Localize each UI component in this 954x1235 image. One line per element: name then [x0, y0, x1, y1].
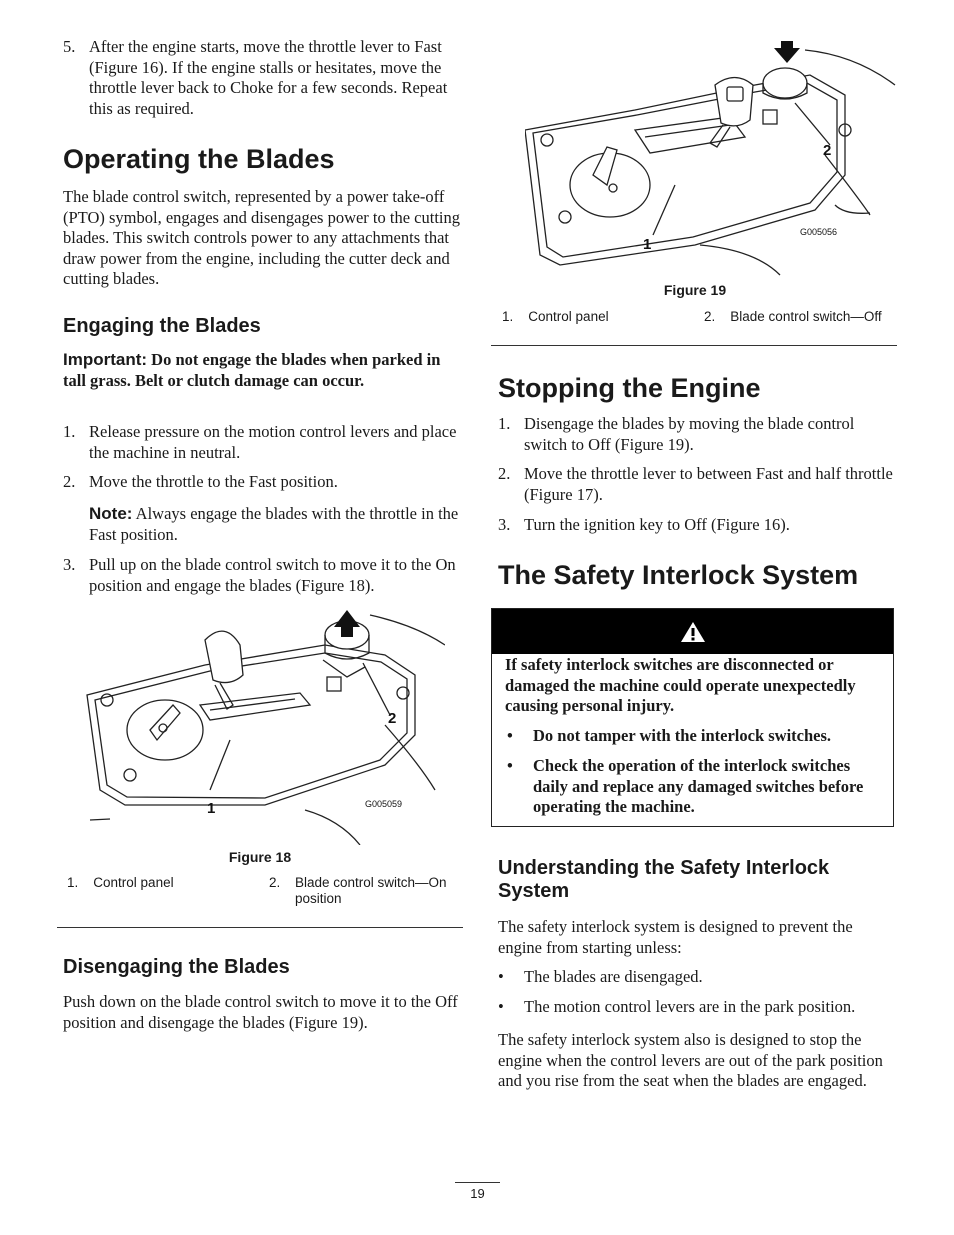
figure-19-caption: Figure 19: [663, 282, 727, 298]
engage-step-2-number: 2.: [63, 472, 76, 491]
warning-header: [492, 609, 893, 654]
page-number-rule: [455, 1182, 500, 1183]
engage-step-2: [63, 472, 463, 493]
figure-19-legend-2-number: 2.: [704, 309, 716, 324]
operating-paragraph: The blade control switch, represented by a power take-off (PTO) symbol, engages and disengages power to the cutting blades. This switch controls power to any attachments that draw power from the engine, including the cutter deck and cutting blades.: [63, 187, 460, 288]
bullet-dot: •: [507, 726, 513, 745]
engage-step-3-number: 3.: [63, 555, 76, 574]
stop-step-2: [498, 464, 896, 505]
stop-step-2-number: 2.: [498, 464, 511, 483]
figure-18-caption: Figure 18: [228, 849, 292, 865]
safety-title: The Safety Interlock System: [498, 560, 859, 590]
figure-18-illustration: [85, 605, 445, 845]
engage-step-2-text: Move the throttle to the Fast position.: [89, 472, 338, 491]
understanding-bullet-1: [498, 967, 896, 988]
figure-19-legend-1-number: 1.: [502, 309, 514, 324]
stop-step-3: [498, 515, 896, 536]
bullet-dot: •: [498, 967, 504, 986]
engage-step-3-text: Pull up on the blade control switch to move it to the On position and engage the blades (Figure 18).: [89, 555, 456, 595]
important-text: Do not engage the blades when parked in tall grass. Belt or clutch damage can occur.: [63, 350, 441, 390]
warning-bullet-2-text: Check the operation of the interlock switches daily and replace any damaged switches before operating the machine.: [533, 756, 864, 816]
important-notice: [63, 350, 448, 391]
note-text: Always engage the blades with the throttle in the Fast position.: [89, 504, 459, 544]
bullet-dot: •: [507, 756, 513, 775]
engage-step-3: [63, 555, 463, 596]
figure-19-code: G005056: [800, 227, 838, 237]
engage-step-1-text: Release pressure on the motion control levers and place the machine in neutral.: [89, 422, 457, 462]
bullet-dot: •: [498, 997, 504, 1016]
engaging-title: Engaging the Blades: [63, 315, 261, 337]
figure-19-illustration: [525, 35, 905, 280]
understanding-bullet-2-text: The motion control levers are in the park position.: [524, 997, 856, 1016]
figure-18-legend-1-text: Control panel: [93, 875, 174, 890]
figure-19-legend-1: [502, 309, 692, 325]
step-5-text: After the engine starts, move the throttle lever to Fast (Figure 16). If the engine stalls or hesitates, move the throttle lever back to Choke for a few seconds. Repeat this as required.: [89, 37, 448, 118]
stop-step-2-text: Move the throttle lever to between Fast and half throttle (Figure 17).: [524, 464, 893, 504]
warning-text: If safety interlock switches are disconnected or damaged the machine could operate unexpectedly causing personal injury.: [505, 655, 856, 715]
figure-18-legend-1: [67, 875, 257, 891]
important-label: Important:: [63, 350, 148, 369]
disengaging-title: Disengaging the Blades: [63, 956, 290, 978]
understanding-paragraph-2: The safety interlock system also is designed to stop the engine when the control levers are out of the park position and you rise from the seat when the blades are engaged.: [498, 1030, 883, 1090]
stop-step-1-text: Disengage the blades by moving the blade control switch to Off (Figure 19).: [524, 414, 855, 454]
warning-triangle-icon: [680, 621, 706, 643]
step-5-number: 5.: [63, 37, 76, 56]
warning-bullet-1: [507, 726, 882, 747]
figure-18-legend-2-number: 2.: [269, 875, 281, 890]
stop-step-3-text: Turn the ignition key to Off (Figure 16).: [524, 515, 790, 534]
engage-step-1-number: 1.: [63, 422, 76, 441]
page-number: 19: [470, 1186, 485, 1201]
figure-18-legend-1-number: 1.: [67, 875, 79, 890]
figure-19-legend-2: [704, 309, 894, 325]
note: [89, 504, 461, 545]
figure-19-callout-1: 1: [643, 236, 652, 253]
figure-19-legend-1-text: Control panel: [528, 309, 609, 324]
figure-18-code: G005059: [365, 799, 403, 809]
note-label: Note:: [89, 504, 133, 523]
figure-19-callout-2: 2: [823, 142, 832, 159]
understanding-bullet-1-text: The blades are disengaged.: [524, 967, 703, 986]
figure-18-legend-2: [269, 875, 459, 907]
stop-step-3-number: 3.: [498, 515, 511, 534]
right-divider: [491, 345, 897, 346]
step-5: [63, 37, 465, 119]
understanding-title: Understanding the Safety Interlock System: [498, 857, 830, 902]
figure-18-callout-2: 2: [388, 710, 397, 727]
figure-18-legend-2-text: Blade control switch—On position: [295, 875, 447, 906]
stop-step-1: [498, 414, 896, 455]
figure-19-legend-2-text: Blade control switch—Off: [730, 309, 882, 324]
left-divider: [57, 927, 463, 928]
understanding-paragraph: The safety interlock system is designed to prevent the engine from starting unless:: [498, 917, 853, 957]
stop-step-1-number: 1.: [498, 414, 511, 433]
figure-18-callout-1: 1: [207, 800, 216, 817]
warning-bullet-2: [507, 756, 882, 818]
disengaging-paragraph: Push down on the blade control switch to move it to the Off position and disengage the blades (Figure 19).: [63, 992, 458, 1032]
engage-step-1: [63, 422, 463, 463]
stopping-title: Stopping the Engine: [498, 373, 761, 403]
operating-title: Operating the Blades: [63, 144, 335, 174]
understanding-bullet-2: [498, 997, 896, 1018]
warning-bullet-1-text: Do not tamper with the interlock switches.: [533, 726, 832, 745]
